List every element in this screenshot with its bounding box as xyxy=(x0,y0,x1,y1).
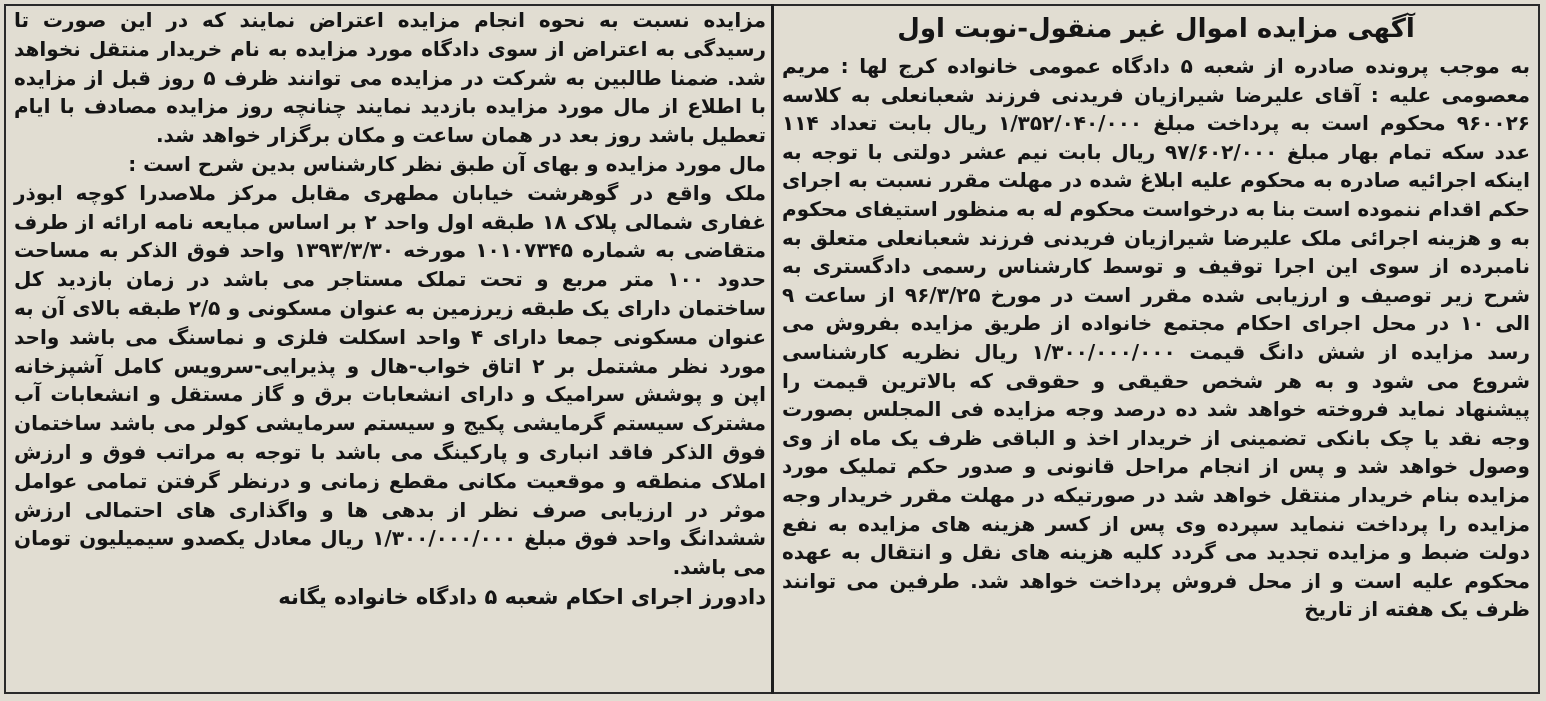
notice-title: آگهی مزایده اموال غیر منقول-نوبت اول xyxy=(897,14,1415,44)
right-column-text: به موجب پرونده صادره از شعبه ۵ دادگاه عمومی خانواده کرج لها : مریم معصومی علیه : آقای علیرضا شیرازیان فریدنی فرزند شعبانعلی به کلاسه ۹۶۰۰۲۶ محکوم است به پرداخت مبلغ ۱/۳۵۲/۰۴۰/۰۰۰ ریال بابت تعداد ۱۱۴ عدد سکه تمام بهار مبلغ ۹۷/۶۰۲/۰۰۰ ریال بابت نیم عشر دولتی با توجه به اینکه اجرائیه صادره به محکوم علیه ابلاغ شده در مهلت مقرر نسبت به اجرای حکم اقدام ننموده است بنا به درخواست محکوم له به منظور استیفای محکوم به و هزینه اجرائی ملک علیرضا شیرازیان فریدنی فرزند شعبانعلی متعلق به نامبرده از سوی این اجرا توقیف و توسط کارشناس رسمی دادگستری به شرح زیر توصیف و ارزیابی شده مقرر است در مورخ ۹۶/۳/۲۵ از ساعت ۹ الی ۱۰ در محل اجرای احکام مجتمع خانواده از طریق مزایده بفروش می رسد مزایده از شش دانگ قیمت ۱/۳۰۰/۰۰۰/۰۰۰ ریال نظریه کارشناسی شروع می شود و به هر شخص حقیقی و حقوقی که بالاترین قیمت را پیشنهاد نماید فروخته خواهد شد ده درصد وجه مزایده فی المجلس بصورت وجه نقد یا چک بانکی تضمینی از خریدار اخذ و الباقی ظرف یک ماه از وی وصول خواهد شد و پس از انجام مراحل قانونی و صدور حکم تملیک مورد مزایده بنام خریدار منتقل خواهد شد در صورتیکه در مهلت مقرر خریدار وجه مزایده را پرداخت ننماید سپرده وی پس از کسر هزینه های مزایده به نفع دولت ضبط و مزایده تجدید می گردد کلیه هزینه های نقل و انتقال به عهده محکوم علیه است و از محل فروش پرداخت خواهد شد. طرفین می توانند ظرف یک هفته از تاریخ xyxy=(782,54,1531,622)
property-description-heading: مال مورد مزایده و بهای آن طبق نظر کارشناس بدین شرح است : xyxy=(128,151,766,176)
right-column xyxy=(782,6,1530,624)
signature-line: دادورز اجرای احکام شعبه ۵ دادگاه خانواده یگانه xyxy=(278,584,766,609)
left-column xyxy=(14,6,766,612)
column-divider xyxy=(771,4,774,694)
left-column-text-intro: مزایده نسبت به نحوه انجام مزایده اعتراض نمایند که در این صورت تا رسیدگی به اعتراض از سوی دادگاه مورد مزایده به نام خریدار منتقل نخواهد شد. ضمنا طالبین به شرکت در مزایده می توانند ظرف ۵ روز قبل از مزایده با اطلاع از مال مورد مزایده بازدید نمایند چنانچه روز مزایده مصادف با ایام تعطیل باشد روز بعد در همان ساعت و مکان برگزار خواهد شد. xyxy=(14,8,766,148)
property-description-text: ملک واقع در گوهرشت خیابان مطهری مقابل مرکز ملاصدرا کوچه ابوذر غفاری شمالی پلاک ۱۸ طبقه اول واحد ۲ بر اساس مبایعه نامه ارائه از طرف متقاضی به شماره ۱۰۱۰۷۳۴۵ مورخه ۱۳۹۳/۳/۳۰ واحد فوق الذکر به مساحت حدود ۱۰۰ متر مربع و تحت تملک مستاجر می باشد در زمان بازدید کل ساختمان دارای یک طبقه زیرزمین به عنوان مسکونی و ۲/۵ طبقه بالای آن به عنوان مسکونی جمعا دارای ۴ واحد اسکلت فلزی و نماسنگ می باشد واحد مورد نظر مشتمل بر ۲ اتاق خواب-هال و پذیرایی-سرویس کامل آشپزخانه اپن و پوشش سرامیک و دارای انشعابات برق و گاز مستقل و انشعابات آب مشترک سیستم گرمایشی پکیج و سیستم سرمایشی کولر می باشد ساختمان فوق الذکر فاقد انباری و پارکینگ می باشد با توجه به مراتب فوق و ارزش املاک منطقه و موقعیت مکانی مقطع زمانی و درنظر گرفتن تمامی عوامل موثر در ارزیابی صرف نظر از بدهی ها و واگذاری های احتمالی ارزش ششدانگ واحد فوق مبلغ ۱/۳۰۰/۰۰۰/۰۰۰ ریال معادل یکصدو سیمیلیون تومان می باشد. xyxy=(14,180,767,580)
